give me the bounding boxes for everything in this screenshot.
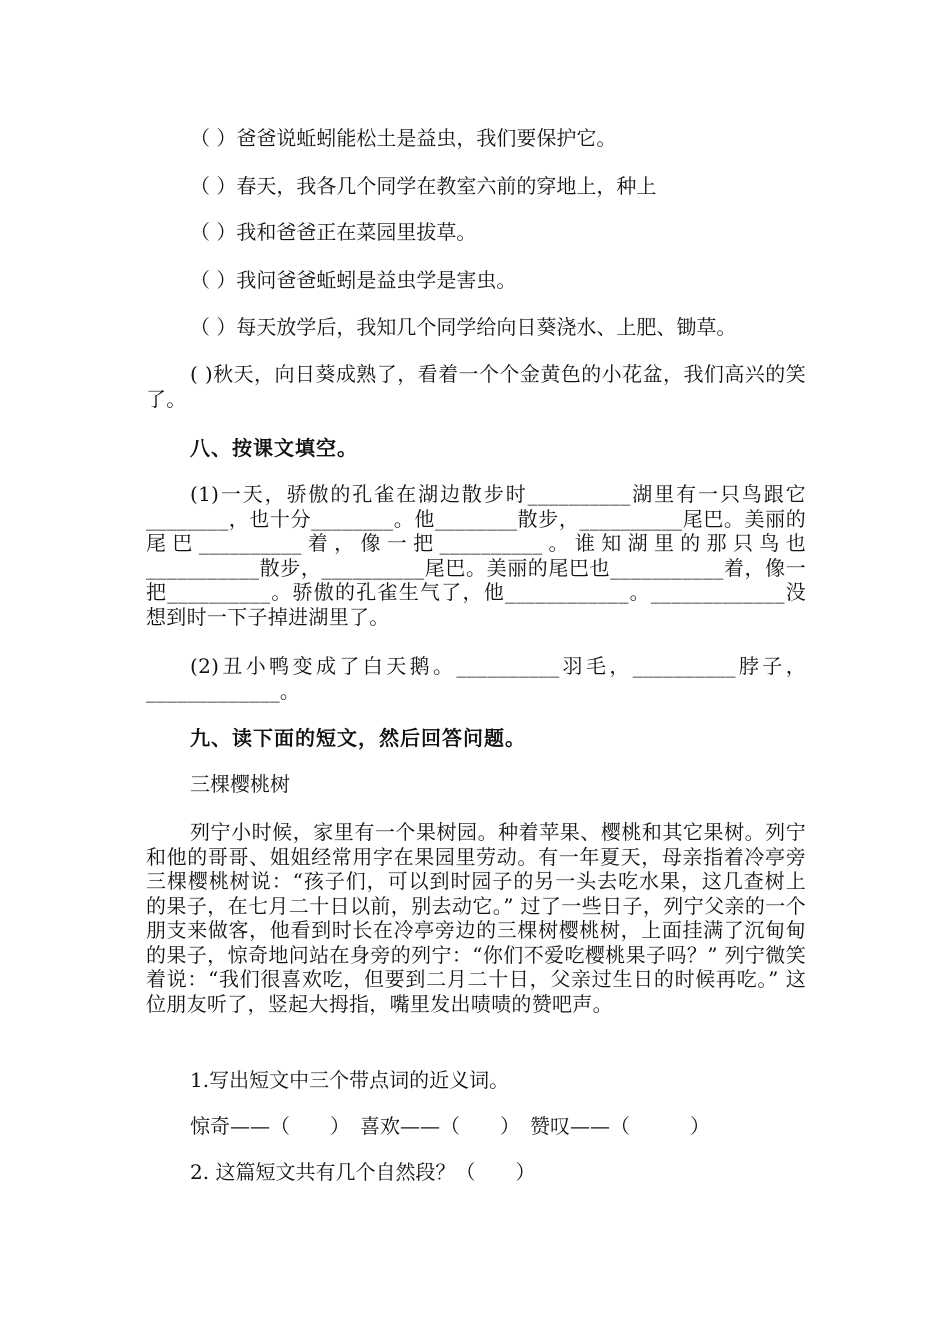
sentence-2: （ ）春天，我各几个同学在教室六前的穿地上，种上 <box>190 174 657 198</box>
section-8-title: 八、按课文填空。 <box>190 436 358 460</box>
sentence-4: （ ）我问爸爸蚯蚓是益虫学是害虫。 <box>190 268 517 292</box>
section-8-question-2: (2)丑小鸭变成了白天鹅。__________羽毛，__________脖子，_____________。 <box>146 654 806 703</box>
sentence-6: ( )秋天，向日葵成熟了，看着一个个金黄色的小花盆，我们高兴的笑了。 <box>146 362 806 411</box>
section-8-question-1: (1)一天，骄傲的孔雀在湖边散步时__________湖里有一只鸟跟它________，也十分________。他________散步，__________尾巴。美丽的尾巴__________着，像一把__________。谁知湖里的那只鸟也___________散步，__________尾巴。美丽的尾巴也___________着，像一把__________。骄傲的孔雀生气了，他____________。_____________没想到时一下子掉进湖里了。 <box>146 482 806 629</box>
story-text: 列宁小时候，家里有一个果树园。种着苹果、樱桃和其它果树。列宁和他的哥哥、姐姐经常用字在果园里劳动。有一年夏天，母亲指着冷亭旁三棵樱桃树说：“孩子们，可以到时园子的另一头去吃水果，这几查树上的果子，在七月二十日以前，别去动它。” 过了一些日子，列宁父亲的一个朋支来做客，他看到时长在冷亭旁边的三棵树樱桃树，上面挂满了沉甸甸的果子，惊奇地问站在身旁的列宁：“你们不爱吃樱桃果子吗？” 列宁微笑着说：“我们很喜欢吃，但要到二月二十日，父亲过生日的时候再吃。” 这位朋友听了，竖起大拇指，嘴里发出啧啧的赞吧声。 <box>146 820 806 1016</box>
sentence-3: （ ）我和爸爸正在菜园里拔草。 <box>190 220 477 244</box>
section-9-title: 九、读下面的短文，然后回答问题。 <box>190 726 526 750</box>
sentence-5: （ ）每天放学后，我知几个同学给向日葵浇水、上肥、锄草。 <box>190 315 737 339</box>
sentence-1: （ ）爸爸说蚯蚓能松土是益虫，我们要保护它。 <box>190 126 617 150</box>
section-9-question-2: 2. 这篇短文共有几个自然段？（ ） <box>190 1160 536 1184</box>
section-9-question-1: 1.写出短文中三个带点词的近义词。 <box>190 1068 510 1092</box>
story-title: 三棵樱桃树 <box>190 772 290 796</box>
section-9-question-1-answers: 惊奇——（ ） 喜欢——（ ） 赞叹——（ ） <box>190 1114 710 1138</box>
